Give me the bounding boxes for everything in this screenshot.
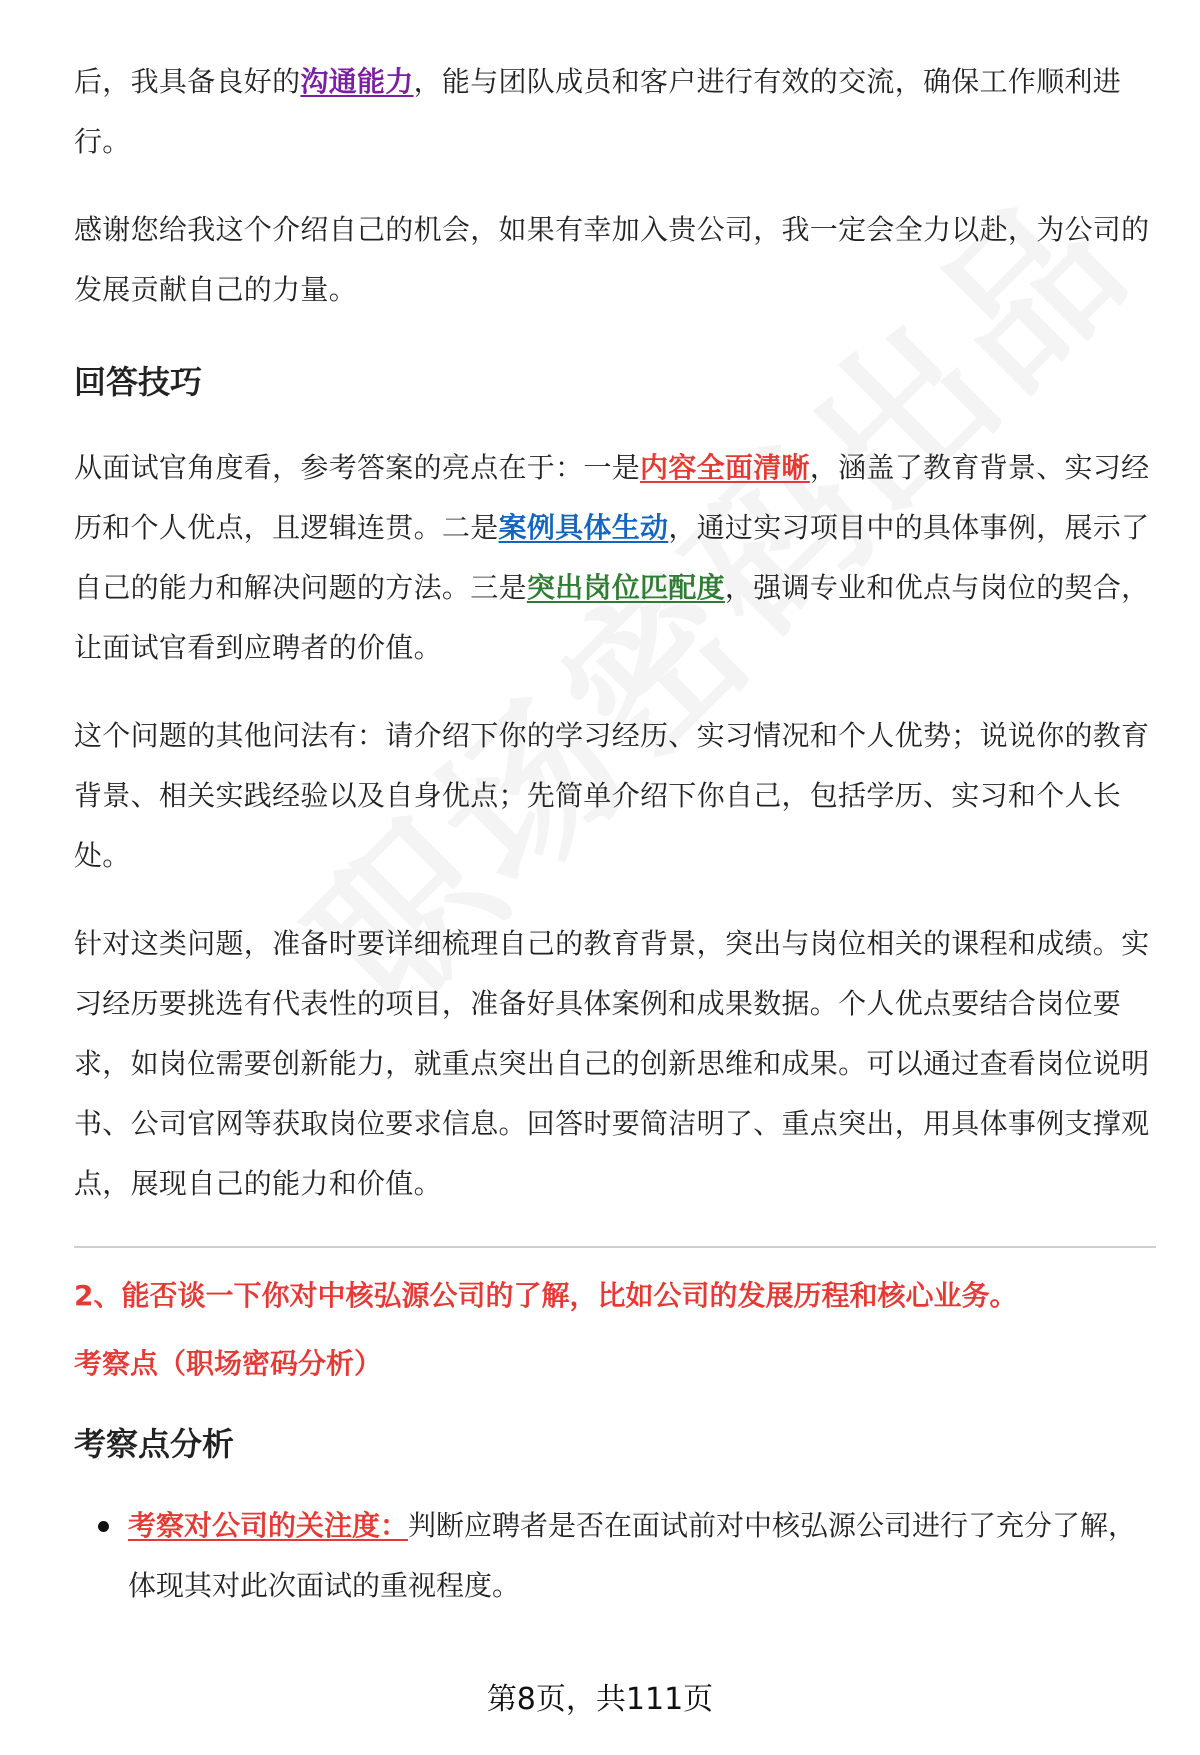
analysis-source-label: 考察点（职场密码分析） [74,1347,383,1380]
text-span: ，通过实习项目中的具体事例，展示了自己的能力和解决问题的方法。三是 [74,511,1150,604]
text-span: ，强调专业和优点与岗位的契合，让面试官看到应聘者的价值。 [74,571,1150,664]
paragraph-highlights [74,438,1154,678]
paragraph-alternatives: 这个问题的其他问法有：请介绍下你的学习经历、实习情况和个人优势；说说你的教育背景、相关实践经验以及自身优点；先简单介绍下你自己，包括学历、实习和个人长处。 [74,719,1150,872]
heading-analysis: 考察点分析 [74,1425,235,1463]
paragraph-communication [74,52,1154,172]
text-span: ，能与团队成员和客户进行有效的交流，确保工作顺利进行。 [74,65,1122,158]
highlight-content: 内容全面清晰 [640,451,810,484]
point-text: 判断应聘者是否在面试前对中核弘源公司进行了充分了解，体现其对此次面试的重视程度。 [128,1509,1137,1602]
page-number: 第8页，共111页 [486,1682,714,1717]
text-span: ，涵盖了教育背景、实习经历和个人优点，且逻辑连贯。二是 [74,451,1150,544]
question-2: 2、能否谈一下你对中核弘源公司的了解，比如公司的发展历程和核心业务。 [74,1279,1018,1312]
text-span: 从面试官角度看，参考答案的亮点在于：一是 [74,451,641,484]
point-label: 考察对公司的关注度： [128,1509,409,1542]
paragraph-thanks: 感谢您给我这个介绍自己的机会，如果有幸加入贵公司，我一定会全力以赴，为公司的发展贡献自己的力量。 [74,213,1150,306]
analysis-list [74,1496,1154,1616]
highlight-communication: 沟通能力 [300,65,414,98]
highlight-cases: 案例具体生动 [498,511,669,544]
highlight-match: 突出岗位匹配度 [526,571,725,604]
heading-answer-tips: 回答技巧 [74,363,203,401]
bullet-icon [98,1521,109,1532]
list-item [74,1496,1154,1616]
text-span: 后，我具备良好的 [74,65,301,98]
divider [74,1246,1156,1248]
paragraph-preparation: 针对这类问题，准备时要详细梳理自己的教育背景，突出与岗位相关的课程和成绩。实习经历要挑选有代表性的项目，准备好具体案例和成果数据。个人优点要结合岗位要求，如岗位需要创新能力，就重点突出自己的创新思维和成果。可以通过查看岗位说明书、公司官网等获取岗位要求信息。回答时要简洁明了、重点突出，用具体事例支撑观点，展现自己的能力和价值。 [74,927,1150,1200]
document-page [74,52,1154,1616]
